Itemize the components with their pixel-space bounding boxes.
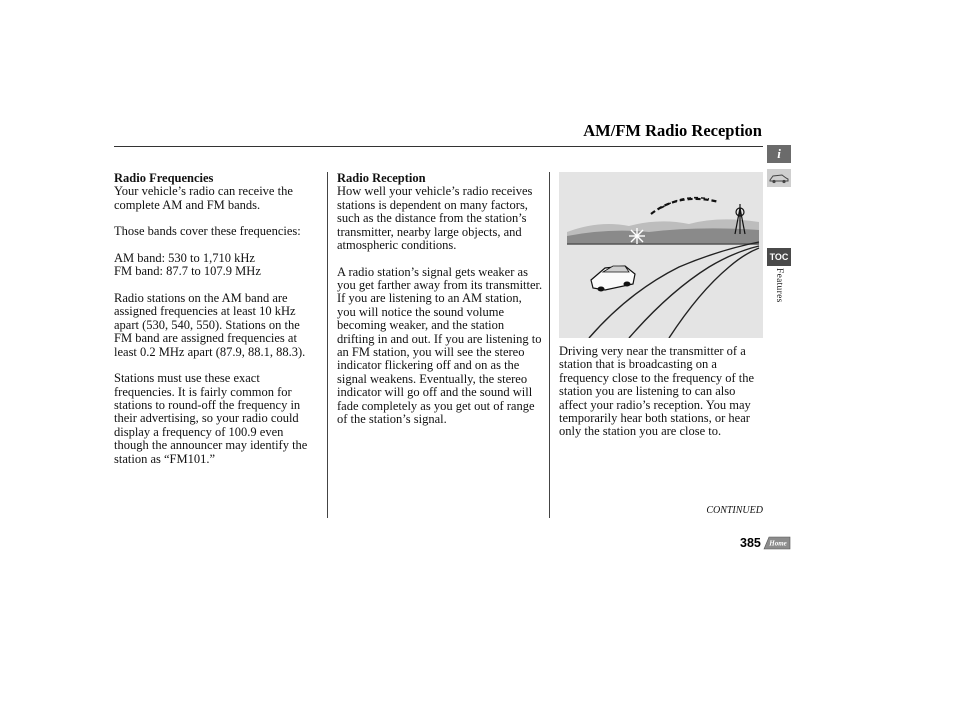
section-tab-features[interactable]: Features bbox=[774, 268, 784, 303]
section-heading-radio-reception: Radio Reception bbox=[337, 171, 426, 185]
continued-label: CONTINUED bbox=[706, 505, 763, 516]
column-radio-frequencies bbox=[114, 172, 320, 479]
car-icon-button[interactable] bbox=[767, 169, 791, 187]
radio-reception-illustration bbox=[559, 172, 763, 338]
column-divider bbox=[549, 172, 550, 518]
paragraph: Stations must use these exact frequencies. It is fairly common for stations to round-off the frequency in their advertising, so your radio could display a frequency of 100.9 even though the announcer may identify the station as “FM101.” bbox=[114, 371, 308, 466]
fm-band-line: FM band: 87.7 to 107.9 MHz bbox=[114, 264, 261, 279]
page-title: AM/FM Radio Reception bbox=[583, 121, 762, 140]
column-divider bbox=[327, 172, 328, 518]
page-number: 385 bbox=[740, 536, 761, 550]
paragraph: Radio stations on the AM band are assigned frequencies at least 10 kHz apart (530, 540, 550). Stations on the FM band are assigned frequencies at least 0.2 MHz apart (87.9, 88.1, 88.3). bbox=[114, 291, 306, 359]
paragraph: A radio station’s signal gets weaker as you get farther away from its transmitter. If you are listening to an AM station, you will notice the sound volume becoming weaker, and the station drifting in and out. If you are listening to an FM station, you will see the stereo indicator flickering off and on as the signal weakens. Eventually, the stereo indicator will go off and the sound will fade completely as you get out of range of the station’s signal. bbox=[337, 264, 543, 427]
am-band-line: AM band: 530 to 1,710 kHz bbox=[114, 251, 255, 265]
toc-button[interactable]: TOC bbox=[767, 248, 791, 266]
car-road-transmitter-image bbox=[559, 172, 763, 338]
section-heading-radio-frequencies: Radio Frequencies bbox=[114, 171, 214, 185]
home-label: Home bbox=[769, 539, 787, 548]
home-button[interactable] bbox=[763, 535, 791, 550]
column-interference bbox=[559, 345, 765, 452]
paragraph: How well your vehicle’s radio receives stations is dependent on many factors, such as the distance from the station’s transmitter, nearby large objects, and atmospheric conditions. bbox=[337, 184, 533, 253]
header-rule bbox=[114, 146, 763, 147]
info-icon-button[interactable]: i bbox=[767, 145, 791, 163]
paragraph: Your vehicle’s radio can receive the complete AM and FM bands. bbox=[114, 184, 293, 212]
car-icon bbox=[767, 169, 791, 187]
column-radio-reception bbox=[337, 172, 543, 440]
home-icon bbox=[763, 535, 791, 550]
paragraph: Those bands cover these frequencies: bbox=[114, 224, 301, 239]
paragraph: Driving very near the transmitter of a station that is broadcasting on a frequency close to the frequency of the station you are listening to can also affect your radio’s reception. You may temporarily hear both stations, or hear only the station you are close to. bbox=[559, 344, 755, 439]
